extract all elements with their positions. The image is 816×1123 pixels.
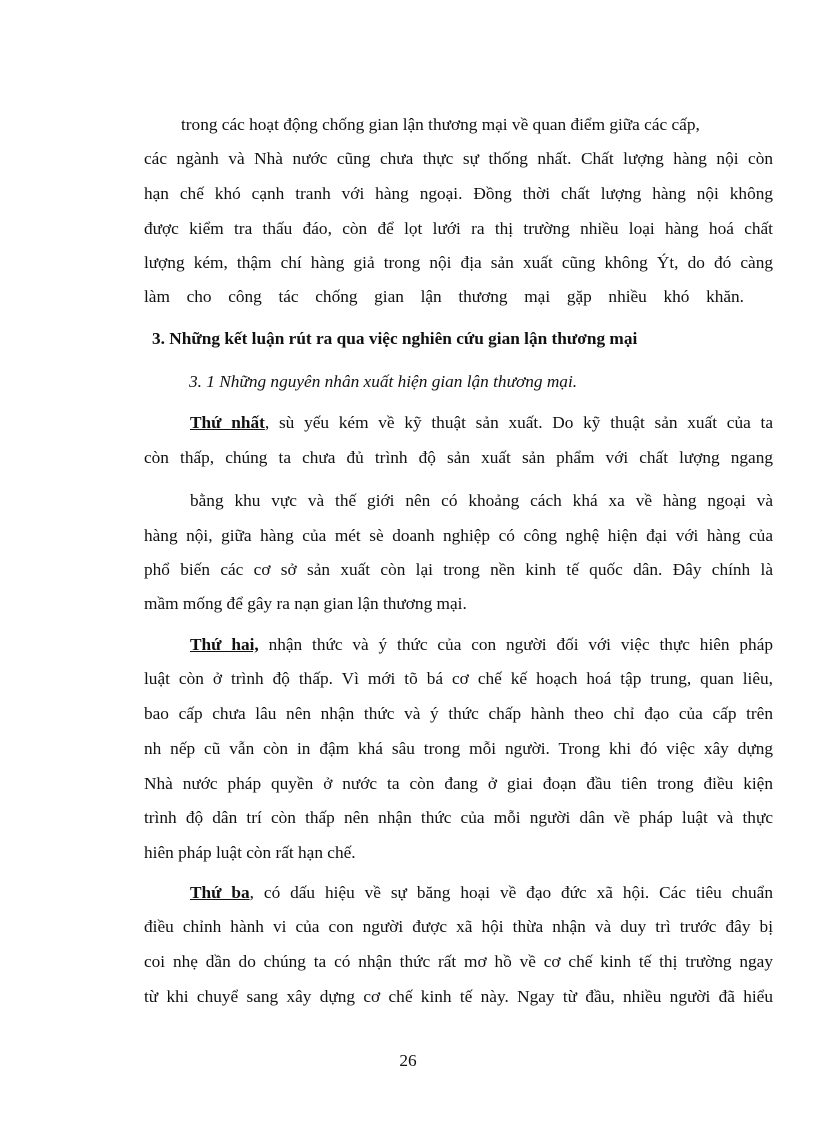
paragraph-line [190, 412, 773, 434]
text-line: hiên pháp luật còn rất hạn chế. [144, 843, 356, 862]
text-line: luật còn ở trình độ thấp. Vì mới tõ bá cơ chế kế hoạch hoá tập trung, quan liêu, [144, 669, 773, 688]
text-line: Nhà nước pháp quyền ở nước ta còn đang ở giai đoạn đầu tiên trong điều kiện [144, 774, 773, 793]
text-line: được kiểm tra thấu đáo, còn để lọt lưới ra thị trường nhiều loại hàng hoá chất [144, 219, 773, 238]
text-line: các ngành và Nhà nước cũng chưa thực sự thống nhất. Chất lượng hàng nội còn [144, 149, 773, 168]
subsection-heading: 3. 1 Những nguyên nhân xuất hiện gian lận thương mại. [189, 372, 578, 391]
text-line: coi nhẹ dần do chúng ta có nhận thức rất mơ hồ về cơ chế kinh tế thị trường ngay [144, 952, 773, 971]
text-line: bằng khu vực và thế giới nên có khoảng cách khá xa về hàng ngoại và [190, 491, 773, 510]
page-number: 26 [399, 1051, 417, 1070]
text-line: bao cấp chưa lâu nên nhận thức và ý thức chấp hành theo chỉ đạo của cấp trên [144, 704, 773, 723]
text-line: điều chỉnh hành vi của con người được xã hội thừa nhận và duy trì trước đây bị [144, 917, 773, 936]
text-line: hàng nội, giữa hàng của mét sè doanh nghiệp có công nghệ hiện đại với hàng của [144, 526, 773, 545]
text-line: từ khi chuyể sang xây dựng cơ chế kinh tế này. Ngay từ đầu, nhiều người đã hiểu [144, 987, 773, 1006]
text-line: nh nếp cũ vẫn còn in đậm khá sâu trong mỗi người. Trong khi đó việc xây dựng [144, 739, 773, 758]
text-line: phổ biến các cơ sở sản xuất còn lại trong nền kinh tế quốc dân. Đây chính là [144, 560, 773, 579]
paragraph-lead: Thứ nhất [190, 413, 265, 432]
paragraph-line [190, 882, 773, 904]
text-line: hạn chế khó cạnh tranh với hàng ngoại. Đồng thời chất lượng hàng nội không [144, 184, 773, 203]
text-line: làm cho công tác chống gian lận thương mại gặp nhiều khó khăn. [144, 287, 744, 306]
paragraph-text: , có dấu hiệu về sự băng hoại về đạo đức xã hội. Các tiêu chuẩn [249, 883, 773, 902]
text-line: mầm mống để gây ra nạn gian lận thương mại. [144, 594, 467, 613]
paragraph-lead: Thứ ba [190, 883, 250, 902]
text-line: trình độ dân trí còn thấp nên nhận thức của mỗi người dân về pháp luật và thực [144, 808, 773, 827]
text-line: lượng kém, thậm chí hàng giả trong nội địa sản xuất cũng không Ýt, do đó càng [144, 253, 773, 272]
paragraph-text: nhận thức và ý thức của con người đối với việc thực hiên pháp [258, 635, 774, 654]
paragraph-text: , sù yếu kém về kỹ thuật sản xuất. Do kỹ thuật sản xuất của ta [264, 413, 773, 432]
paragraph-lead: Thứ hai, [190, 635, 259, 654]
section-heading: 3. Những kết luận rút ra qua việc nghiên cứu gian lận thương mại [152, 329, 638, 348]
text-line: trong các hoạt động chống gian lận thương mại về quan điểm giữa các cấp, [181, 115, 700, 134]
paragraph-line [190, 634, 773, 656]
text-line: còn thấp, chúng ta chưa đủ trình độ sản xuất sản phẩm với chất lượng ngang [144, 448, 773, 467]
